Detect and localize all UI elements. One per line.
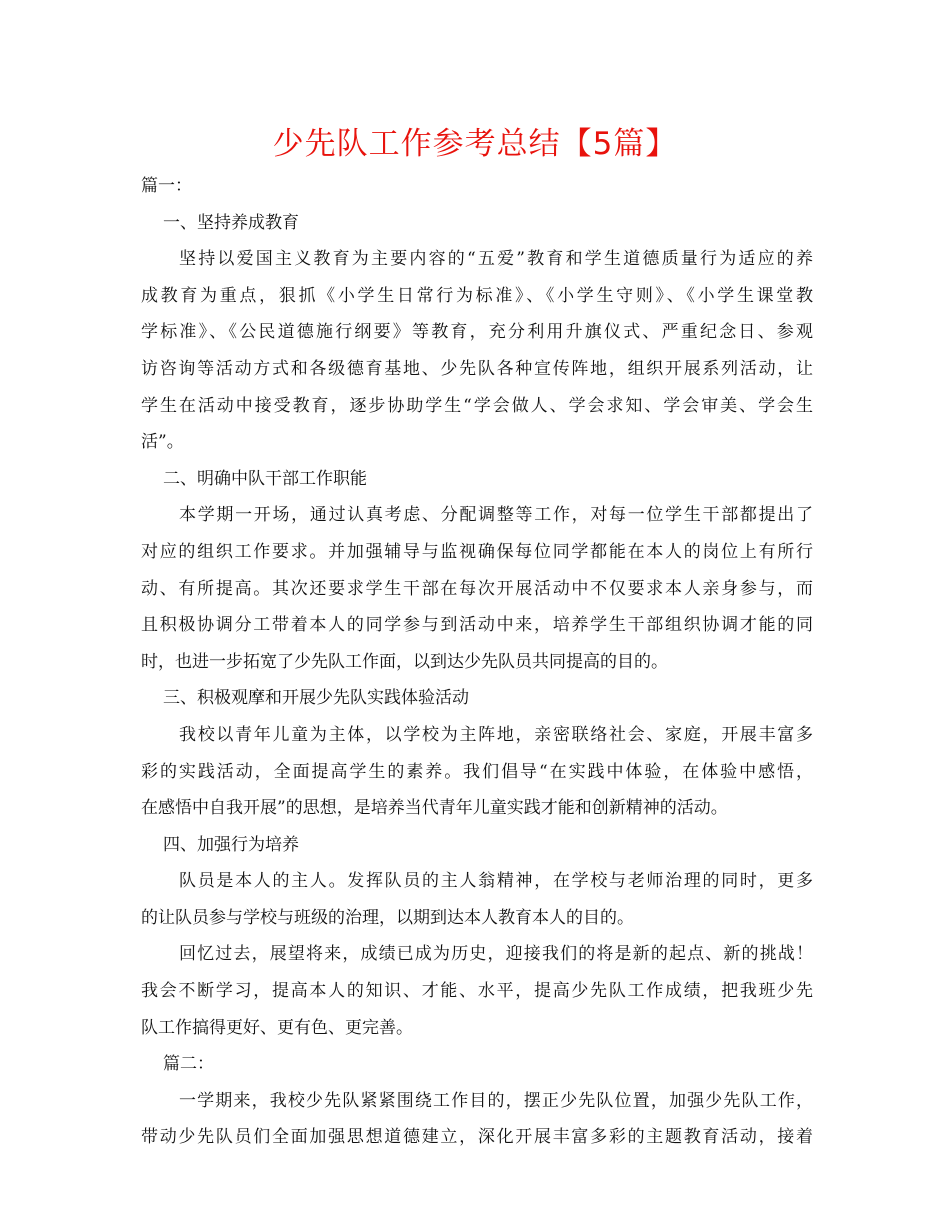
section-heading: 三、积极观摩和开展少先队实践体验活动: [163, 688, 469, 709]
paragraph-line: 学标准》、《公民道德施行纲要》等教育，充分利用升旗仪式、严重纪念日、参观: [141, 322, 813, 343]
paragraph-line: 本学期一开场，通过认真考虑、分配调整等工作，对每一位学生干部都提出了: [179, 505, 813, 526]
document-body: [141, 168, 813, 1156]
paragraph-line: 的让队员参与学校与班级的治理，以期到达本人教育本人的目的。: [141, 907, 634, 928]
paragraph-line: 一学期来，我校少先队紧紧围绕工作目的，摆正少先队位置，加强少先队工作，: [179, 1090, 813, 1111]
part-two-label: 篇二：: [163, 1054, 214, 1075]
paragraph-line: 坚持以爱国主义教育为主要内容的“五爱”教育和学生道德质量行为适应的养: [179, 249, 813, 270]
paragraph-line: 且积极协调分工带着本人的同学参与到活动中来，培养学生干部组织协调才能的同: [141, 615, 813, 636]
paragraph-line: 成教育为重点，狠抓《小学生日常行为标准》、《小学生守则》、《小学生课堂教: [141, 285, 813, 306]
document-title: 少先队工作参考总结【5篇】: [272, 126, 678, 162]
paragraph-line: 访咨询等活动方式和各级德育基地、少先队各种宣传阵地，组织开展系列活动，让: [141, 358, 813, 379]
paragraph-line: 对应的组织工作要求。并加强辅导与监视确保每位同学都能在本人的岗位上有所行: [141, 541, 813, 562]
section-heading: 四、加强行为培养: [163, 834, 299, 855]
paragraph-line: 活”。: [141, 432, 184, 453]
paragraph-line: 队员是本人的主人。发挥队员的主人翁精神，在学校与老师治理的同时，更多: [179, 871, 813, 892]
section-heading: 二、明确中队干部工作职能: [163, 468, 367, 489]
paragraph-line: 在感悟中自我开展”的思想，是培养当代青年儿童实践才能和创新精神的活动。: [141, 798, 728, 819]
paragraph-line: 彩的实践活动，全面提高学生的素养。我们倡导“在实践中体验，在体验中感悟，: [141, 761, 813, 782]
part-one-label: 篇一：: [141, 176, 192, 196]
paragraph-line: 我会不断学习，提高本人的知识、才能、水平，提高少先队工作成绩，把我班少先: [141, 981, 813, 1002]
paragraph-line: 带动少先队员们全面加强思想道德建立，深化开展丰富多彩的主题教育活动，接着: [141, 1127, 813, 1148]
paragraph-line: 时，也进一步拓宽了少先队工作面，以到达少先队员共同提高的目的。: [141, 651, 668, 672]
paragraph-line: 回忆过去，展望将来，成绩已成为历史，迎接我们的将是新的起点、新的挑战！: [179, 944, 813, 965]
paragraph-line: 我校以青年儿童为主体，以学校为主阵地，亲密联络社会、家庭，开展丰富多: [179, 724, 813, 745]
paragraph-line: 队工作搞得更好、更有色、更完善。: [141, 1017, 413, 1038]
section-heading: 一、坚持养成教育: [163, 212, 299, 233]
paragraph-line: 动、有所提高。其次还要求学生干部在每次开展活动中不仅要求本人亲身参与，而: [141, 578, 813, 599]
paragraph-line: 学生在活动中接受教育，逐步协助学生“学会做人、学会求知、学会审美、学会生: [141, 395, 813, 416]
